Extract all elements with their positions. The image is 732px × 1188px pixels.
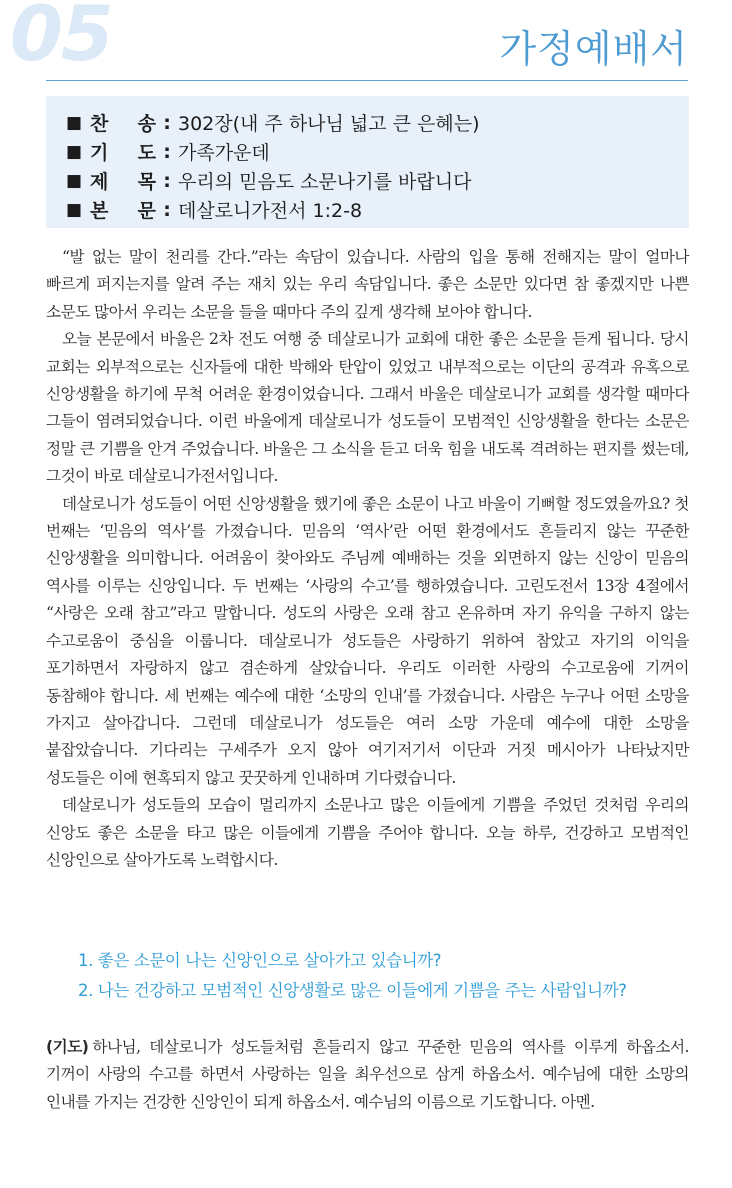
info-label-char: 목 bbox=[137, 171, 156, 193]
info-colon: : bbox=[163, 198, 171, 221]
page-number: 05 bbox=[10, 0, 112, 78]
square-bullet-icon: ■ bbox=[66, 112, 83, 133]
question-item: 2. 나는 건강하고 모범적인 신앙생활로 많은 이들에게 기쁨을 주는 사람입니까? bbox=[78, 981, 627, 1000]
square-bullet-icon: ■ bbox=[66, 141, 83, 162]
info-value-hymn: 302장(내 주 하나님 넓고 큰 은혜는) bbox=[178, 113, 480, 135]
info-label-char: 제 bbox=[90, 171, 109, 193]
info-row-scripture bbox=[66, 195, 689, 224]
body-paragraph: 오늘 본문에서 바울은 2차 전도 여행 중 데살로니가 교회에 대한 좋은 소문을 듣게 됩니다. 당시 교회는 외부적으로는 신자들에 대한 박해와 탄압이 있었고 내부적으로는 이단의 공격과 유혹으로 신앙생활을 하기에 무척 어려운 환경이었습니다. 그래서 바울은 데살로니가 교회를 생각할 때마다 그들이 염려되었습니다. 이런 바울에게 데살로니가 성도들이 모범적인 신앙생활을 한다는 소문은 정말 큰 기쁨을 안겨 주었습니다. 바울은 그 소식을 듣고 더욱 힘을 내도록 격려하는 편지를 썼는데, 그것이 바로 데살로니가전서입니다. bbox=[46, 330, 689, 486]
info-label bbox=[90, 138, 156, 165]
info-value-title: 우리의 믿음도 소문나기를 바랍니다 bbox=[178, 171, 472, 193]
info-colon: : bbox=[163, 169, 171, 192]
info-value-prayer: 가족가운데 bbox=[178, 142, 270, 164]
section-title: 가정예배서 bbox=[499, 27, 688, 71]
closing-prayer bbox=[46, 1034, 689, 1116]
question-item: 1. 좋은 소문이 나는 신앙인으로 살아가고 있습니까? bbox=[78, 951, 442, 970]
info-label-char: 본 bbox=[90, 200, 109, 222]
info-label bbox=[90, 109, 156, 136]
info-label-char: 기 bbox=[90, 142, 109, 164]
info-value-scripture: 데살로니가전서 1:2-8 bbox=[178, 200, 363, 222]
info-label-char: 송 bbox=[137, 113, 156, 135]
info-row-prayer bbox=[66, 137, 689, 166]
prayer-text: 하나님, 데살로니가 성도들처럼 흔들리지 않고 꾸준한 믿음의 역사를 이루게 하옵소서. 기꺼이 사랑의 수고를 하면서 사랑하는 일을 최우선으로 삼게 하옵소서. 예수님에 대한 소망의 인내를 가지는 건강한 신앙인이 되게 하옵소서. 예수님의 이름으로 기도합니다. 아멘. bbox=[46, 1038, 689, 1111]
square-bullet-icon: ■ bbox=[66, 170, 83, 191]
info-label bbox=[90, 167, 156, 194]
body-paragraph: 데살로니가 성도들의 모습이 멀리까지 소문나고 많은 이들에게 기쁨을 주었던 것처럼 우리의 신앙도 좋은 소문을 타고 많은 이들에게 기쁨을 주어야 합니다. 오늘 하루, 건강하고 모범적인 신앙인으로 살아가도록 노력합시다. bbox=[46, 796, 689, 869]
info-row-title bbox=[66, 166, 689, 195]
info-row-hymn bbox=[66, 108, 689, 137]
body-paragraph: “발 없는 말이 천리를 간다.”라는 속담이 있습니다. 사람의 입을 통해 전해지는 말이 얼마나 빠르게 퍼지는지를 알려 주는 재치 있는 우리 속담입니다. 좋은 소문만 있다면 참 좋겠지만 나쁜 소문도 많아서 우리는 소문을 들을 때마다 주의 깊게 생각해 보아야 합니다. bbox=[46, 248, 689, 321]
worship-info-box bbox=[46, 96, 689, 228]
prayer-label: (기도) bbox=[46, 1038, 89, 1056]
info-label-char: 찬 bbox=[90, 113, 109, 135]
info-label-char: 도 bbox=[137, 142, 156, 164]
reflection-questions bbox=[78, 946, 627, 1006]
info-colon: : bbox=[163, 140, 171, 163]
info-colon: : bbox=[163, 111, 171, 134]
body-paragraph: 데살로니가 성도들이 어떤 신앙생활을 했기에 좋은 소문이 나고 바울이 기뻐할 정도였을까요? 첫 번째는 ‘믿음의 역사’를 가졌습니다. 믿음의 ‘역사’란 어떤 환경에서도 흔들리지 않는 꾸준한 신앙생활을 의미합니다. 어려움이 찾아와도 주님께 예배하는 것을 외면하지 않는 신앙이 믿음의 역사를 이루는 신앙입니다. 두 번째는 ‘사랑의 수고’를 행하였습니다. 고린도전서 13장 4절에서 “사랑은 오래 참고”라고 말합니다. 성도의 사랑은 오래 참고 온유하며 자기 유익을 구하지 않는 수고로움이 중심을 이룹니다. 데살로니가 성도들은 사랑하기 위하여 참았고 자기의 이익을 포기하면서 자랑하지 않고 겸손하게 살았습니다. 우리도 이러한 사랑의 수고로움에 기꺼이 동참해야 합니다. 세 번째는 예수에 대한 ‘소망의 인내’를 가졌습니다. 사람은 누구나 어떤 소망을 가지고 살아갑니다. 그런데 데살로니가 성도들은 여러 소망 가운데 예수에 대한 소망을 붙잡았습니다. 기다리는 구세주가 오지 않아 여기저기서 이단과 거짓 메시아가 나타났지만 성도들은 이에 현혹되지 않고 꿋꿋하게 인내하며 기다렸습니다. bbox=[46, 494, 689, 787]
info-label-char: 문 bbox=[137, 200, 156, 222]
sermon-body bbox=[46, 244, 689, 874]
header-divider bbox=[46, 80, 688, 81]
square-bullet-icon: ■ bbox=[66, 199, 83, 220]
info-label bbox=[90, 196, 156, 223]
